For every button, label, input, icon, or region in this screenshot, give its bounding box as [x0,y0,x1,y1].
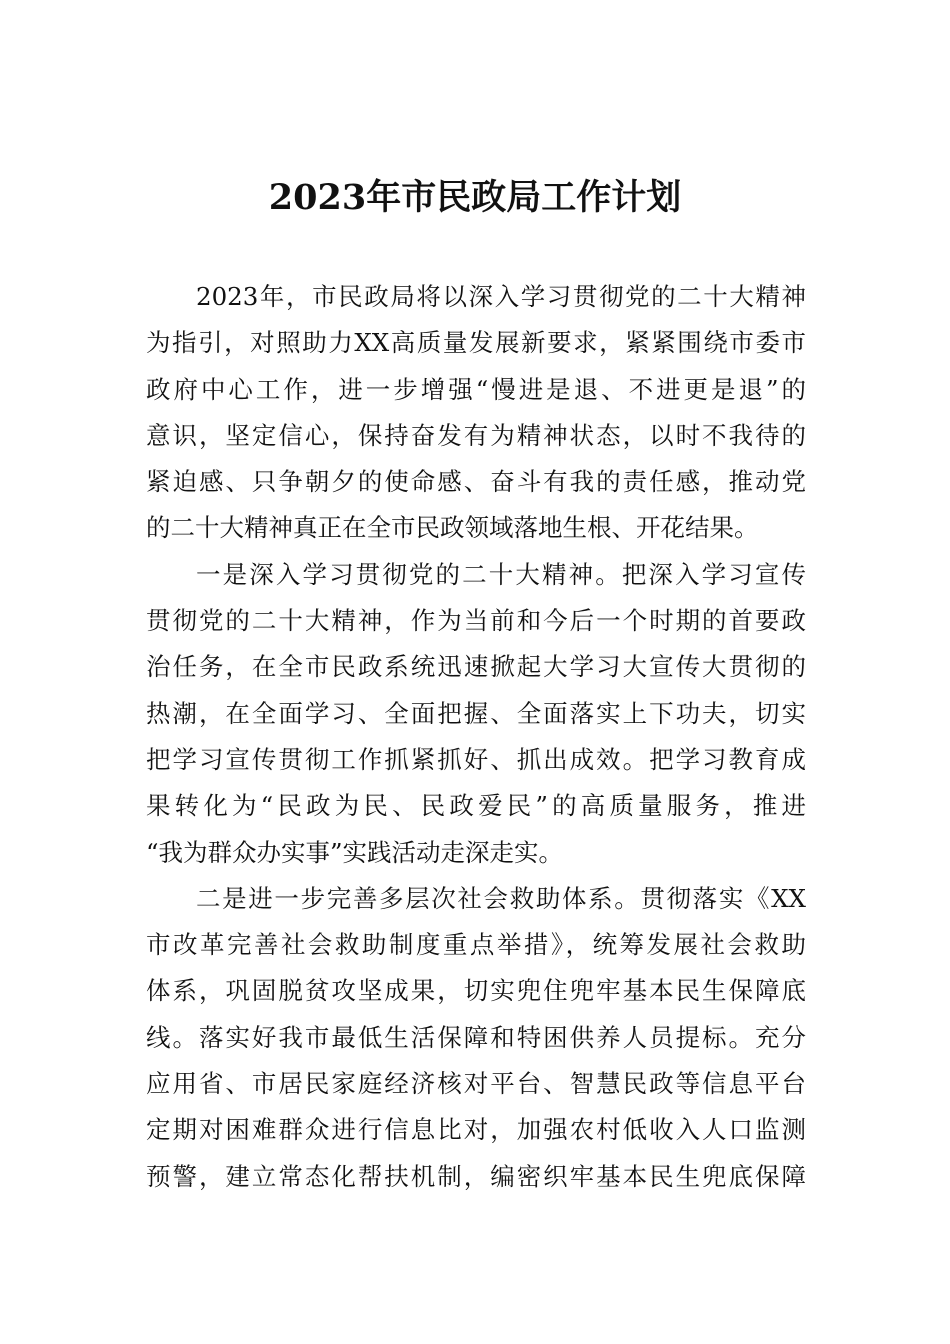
paragraph-1-line-4: 意识，坚定信心，保持奋发有为精神状态，以时不我待的 [146,420,806,450]
paragraph-2-line-2: 贯彻党的二十大精神，作为当前和今后一个时期的首要政 [146,606,806,636]
paragraph-2-line-4: 热潮，在全面学习、全面把握、全面落实上下功夫，切实 [146,698,806,728]
paragraph-2-line-3: 治任务，在全市民政系统迅速掀起大学习大宣传大贯彻的 [146,652,806,682]
document-body [146,274,806,1200]
paragraph-1-line-3: 政府中心工作，进一步增强“慢进是退、不进更是退”的 [146,374,806,404]
paragraph-1-line-2: 为指引，对照助力XX高质量发展新要求，紧紧围绕市委市 [146,328,806,358]
paragraph-3-line-5: 应用省、市居民家庭经济核对平台、智慧民政等信息平台 [146,1069,806,1099]
paragraph-1-line-5: 紧迫感、只争朝夕的使命感、奋斗有我的责任感，推动党 [146,467,806,497]
paragraph-2-line-7: “我为群众办实事”实践活动走深走实。 [146,837,564,867]
paragraph-2-line-1: 一是深入学习贯彻党的二十大精神。把深入学习宣传 [196,559,806,589]
paragraph-3-line-3: 体系，巩固脱贫攻坚成果，切实兜住兜牢基本民生保障底 [146,976,806,1006]
paragraph-1-line-1: 2023年，市民政局将以深入学习贯彻党的二十大精神 [196,282,806,311]
paragraph-1-line-6: 的二十大精神真正在全市民政领域落地生根、开花结果。 [146,513,759,543]
paragraph-2-line-5: 把学习宣传贯彻工作抓紧抓好、抓出成效。把学习教育成 [146,744,806,774]
paragraph-3-line-7: 预警，建立常态化帮扶机制，编密织牢基本民生兜底保障 [146,1161,806,1191]
paragraph-3-line-1: 二是进一步完善多层次社会救助体系。贯彻落实《XX [196,883,806,913]
paragraph-3-line-2: 市改革完善社会救助制度重点举措》，统筹发展社会救助 [146,930,806,960]
paragraph-3-line-6: 定期对困难群众进行信息比对，加强农村低收入人口监测 [146,1115,806,1145]
document-title: 2023年市民政局工作计划 [268,177,682,218]
paragraph-2-line-6: 果转化为“民政为民、民政爱民”的高质量服务，推进 [146,791,806,821]
paragraph-3-line-4: 线。落实好我市最低生活保障和特困供养人员提标。充分 [146,1022,806,1052]
